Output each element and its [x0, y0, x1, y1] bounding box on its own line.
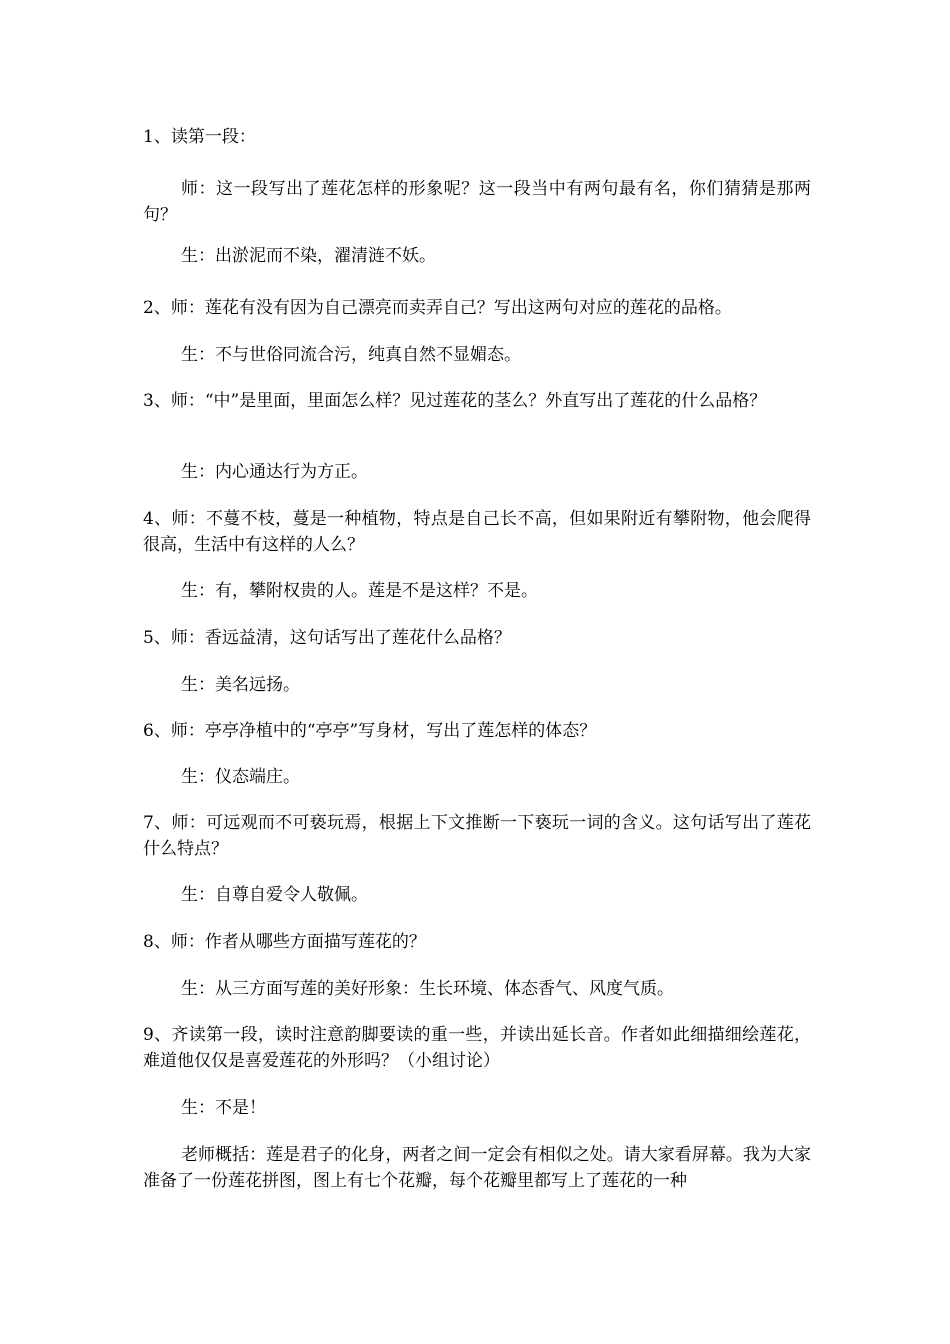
paragraph-student-answer: 生：自尊自爱令人敬佩。 — [181, 885, 368, 905]
paragraph-2-question: 2、师：莲花有没有因为自己漂亮而卖弄自己？写出这两句对应的莲花的品格。 — [143, 298, 732, 318]
paragraph-student-answer: 生：出淤泥而不染，濯清涟不妖。 — [181, 246, 436, 266]
paragraph-4-question: 4、师：不蔓不枝，蔓是一种植物，特点是自己长不高，但如果附近有攀附物，他会爬得很高，生活中有这样的人么？ — [143, 509, 811, 555]
paragraph-7-question: 7、师：可远观而不可亵玩焉，根据上下文推断一下亵玩一词的含义。这句话写出了莲花什么特点？ — [143, 813, 811, 859]
paragraph-student-answer: 生：不与世俗同流合污，纯真自然不显媚态。 — [181, 345, 521, 365]
paragraph-student-answer: 生：仪态端庄。 — [181, 767, 300, 787]
paragraph-student-answer: 生：美名远扬。 — [181, 675, 300, 695]
paragraph-6-question: 6、师：亭亭净植中的“亭亭”写身材，写出了莲怎样的体态？ — [143, 721, 597, 741]
paragraph-student-answer: 生：有，攀附权贵的人。莲是不是这样？不是。 — [181, 581, 538, 601]
paragraph-8-question: 8、师：作者从哪些方面描写莲花的？ — [143, 932, 426, 952]
paragraph-3-question: 3、师：“中”是里面，里面怎么样？见过莲花的茎么？外直写出了莲花的什么品格？ — [143, 391, 767, 411]
paragraph-teacher-summary: 老师概括：莲是君子的化身，两者之间一定会有相似之处。请大家看屏幕。我为大家准备了一份莲花拼图，图上有七个花瓣，每个花瓣里都写上了莲花的一种 — [143, 1145, 811, 1191]
paragraph-5-question: 5、师：香远益清，这句话写出了莲花什么品格？ — [143, 628, 511, 648]
paragraph-9-question: 9、齐读第一段，读时注意韵脚要读的重一些，并读出延长音。作者如此细描细绘莲花，难道他仅仅是喜爱莲花的外形吗？（小组讨论） — [143, 1025, 811, 1071]
paragraph-student-answer: 生：内心通达行为方正。 — [181, 462, 368, 482]
paragraph-1-heading: 1、读第一段： — [143, 127, 256, 147]
paragraph-teacher-question: 师：这一段写出了莲花怎样的形象呢？这一段当中有两句最有名，你们猜猜是那两句？ — [143, 179, 811, 225]
paragraph-student-answer: 生：从三方面写莲的美好形象：生长环境、体态香气、风度气质。 — [181, 979, 674, 999]
paragraph-student-answer: 生：不是！ — [181, 1098, 266, 1118]
